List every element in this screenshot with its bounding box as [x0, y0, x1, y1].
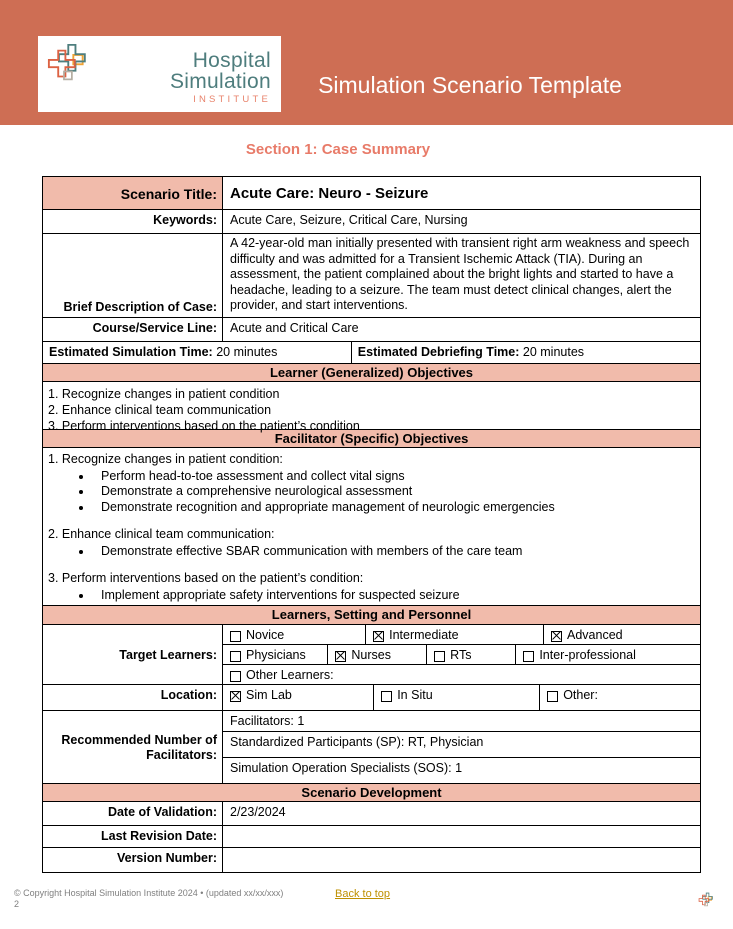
- checkbox-icon: [547, 691, 558, 702]
- page-title: Simulation Scenario Template: [318, 72, 622, 98]
- objective-bullet: • Demonstrate recognition and appropriate management of neurologic emergencies: [93, 500, 694, 516]
- learner-objectives-header: Learner (Generalized) Objectives: [43, 364, 700, 382]
- checkbox-label: Nurses: [351, 648, 391, 662]
- validation-date-label: Date of Validation:: [43, 802, 223, 825]
- checkbox-label: Other Learners:: [246, 668, 334, 682]
- debrief-time-value: 20 minutes: [522, 345, 585, 359]
- learner-role-row: [223, 645, 700, 665]
- checkbox-inter-professional[interactable]: [516, 645, 700, 664]
- debrief-time-cell: [352, 342, 700, 363]
- target-learners-row: [43, 625, 700, 685]
- institute-logo: [38, 36, 281, 112]
- checkbox-icon: [230, 631, 241, 642]
- checkbox-label: Other:: [563, 688, 598, 702]
- location-row: [43, 685, 700, 711]
- table-row: [43, 210, 700, 234]
- checkbox-label: Physicians: [246, 648, 306, 662]
- revision-date-label: Last Revision Date:: [43, 826, 223, 847]
- version-number-value: [223, 848, 700, 872]
- checkbox-intermediate[interactable]: [366, 625, 544, 644]
- scenario-title-label: Scenario Title:: [43, 177, 223, 209]
- checkbox-rts[interactable]: [427, 645, 516, 664]
- checkbox-label: Novice: [246, 628, 285, 642]
- case-summary-table: [42, 176, 701, 873]
- learner-level-row: [223, 625, 700, 645]
- section-heading: Section 1: Case Summary: [245, 141, 431, 158]
- checkbox-label: Intermediate: [389, 628, 459, 642]
- checkbox-icon: [551, 631, 562, 642]
- checkbox-sim-lab[interactable]: [223, 685, 374, 710]
- scenario-title-value: Acute Care: Neuro - Seizure: [230, 185, 429, 202]
- keywords-label: Keywords:: [43, 210, 223, 233]
- table-row: [43, 342, 700, 364]
- checkbox-icon: [230, 671, 241, 682]
- checkbox-icon: [523, 651, 534, 662]
- standardized-participants: Standardized Participants (SP): RT, Physician: [223, 732, 700, 758]
- location-label: Location:: [43, 685, 223, 710]
- revision-date-row: [43, 826, 700, 848]
- checkbox-advanced[interactable]: [544, 625, 700, 644]
- logo-name: Hospital Simulation: [169, 48, 271, 93]
- checkbox-location-other[interactable]: [540, 685, 700, 710]
- learners-setting-header: Learners, Setting and Personnel: [43, 606, 700, 625]
- validation-date-row: [43, 802, 700, 826]
- brief-description-value: A 42-year-old man initially presented with transient right arm weakness and speech difficulty and was admitted for a Transient Ischemic Attack (TIA). During an assessment, the patient complained about the bright lights and started to have a headache, leading to a seizure. The team must detect clinical changes, alert the provider, and start interventions.: [230, 236, 690, 313]
- facilitator-objectives: [43, 448, 700, 606]
- sim-time-label: Estimated Simulation Time:: [49, 345, 213, 359]
- copyright-text: © Copyright Hospital Simulation Institute 2024 • (updated xx/xx/xxx): [14, 888, 284, 898]
- table-row: [43, 318, 700, 342]
- other-learners-row: [223, 665, 700, 684]
- checkbox-label: In Situ: [397, 688, 433, 702]
- checkbox-icon: [230, 651, 241, 662]
- objective-group-title: 1. Recognize changes in patient condition:: [48, 452, 283, 466]
- table-row: [43, 177, 700, 210]
- checkbox-label: Advanced: [567, 628, 623, 642]
- learner-objective-item: 2. Enhance clinical team communication: [48, 403, 272, 417]
- logo-text: [94, 50, 271, 105]
- checkbox-icon: [335, 651, 346, 662]
- learner-objective-item: 1. Recognize changes in patient condition: [48, 387, 280, 401]
- checkbox-novice[interactable]: [223, 625, 366, 644]
- checkbox-other-learners[interactable]: [223, 665, 700, 684]
- sim-time-cell: [43, 342, 352, 363]
- brief-description-label: Brief Description of Case:: [43, 234, 223, 317]
- checkbox-physicians[interactable]: [223, 645, 328, 664]
- header-band: [0, 0, 733, 125]
- objective-group: [48, 527, 694, 559]
- checkbox-label: Sim Lab: [246, 688, 292, 702]
- keywords-value: Acute Care, Seizure, Critical Care, Nursing: [230, 213, 468, 227]
- learner-objective-item: 3. Perform interventions based on the patient’s condition: [48, 419, 360, 433]
- objective-group: [48, 571, 694, 603]
- scenario-development-header: Scenario Development: [43, 784, 700, 802]
- checkbox-nurses[interactable]: [328, 645, 427, 664]
- learner-objectives: [43, 382, 700, 433]
- table-row: [43, 234, 700, 318]
- checkbox-icon: [381, 691, 392, 702]
- hospital-cross-icon: [46, 40, 92, 90]
- checkbox-icon: [373, 631, 384, 642]
- footer-copyright: [14, 888, 283, 910]
- facilitators-row: [43, 711, 700, 784]
- course-label: Course/Service Line:: [43, 318, 223, 341]
- checkbox-label: RTs: [450, 648, 472, 662]
- checkbox-icon: [434, 651, 445, 662]
- course-value: Acute and Critical Care: [230, 321, 359, 335]
- revision-date-value: [223, 826, 700, 847]
- validation-date-value: 2/23/2024: [230, 805, 286, 819]
- debrief-time-label: Estimated Debriefing Time:: [357, 345, 520, 359]
- objective-group-title: 2. Enhance clinical team communication:: [48, 527, 275, 541]
- checkbox-in-situ[interactable]: [374, 685, 540, 710]
- facilitator-objectives-header: Facilitator (Specific) Objectives: [43, 430, 700, 448]
- logo-subtitle: INSTITUTE: [193, 93, 271, 105]
- back-to-top-link[interactable]: Back to top: [335, 888, 391, 900]
- checkbox-icon: [230, 691, 241, 702]
- objective-bullet: • Demonstrate effective SBAR communication with members of the care team: [93, 544, 694, 560]
- page-number: 2: [14, 899, 20, 909]
- hospital-cross-icon-small: [698, 892, 715, 909]
- objective-bullet: • Demonstrate a comprehensive neurological assessment: [93, 484, 694, 500]
- objective-bullet: • Implement appropriate safety interventions for suspected seizure: [93, 588, 694, 604]
- checkbox-label: Inter-professional: [539, 648, 636, 662]
- version-number-label: Version Number:: [43, 848, 223, 872]
- sos-count: Simulation Operation Specialists (SOS): 1: [230, 761, 463, 775]
- target-learners-label: Target Learners:: [43, 625, 223, 684]
- facilitators-label: Recommended Number of Facilitators:: [43, 711, 223, 783]
- objective-bullet: • Perform head-to-toe assessment and collect vital signs: [93, 469, 694, 485]
- facilitators-count: Facilitators: 1: [223, 711, 700, 732]
- objective-group: [48, 452, 694, 515]
- objective-group-title: 3. Perform interventions based on the patient’s condition:: [48, 571, 364, 585]
- version-number-row: [43, 848, 700, 872]
- sim-time-value: 20 minutes: [216, 345, 278, 359]
